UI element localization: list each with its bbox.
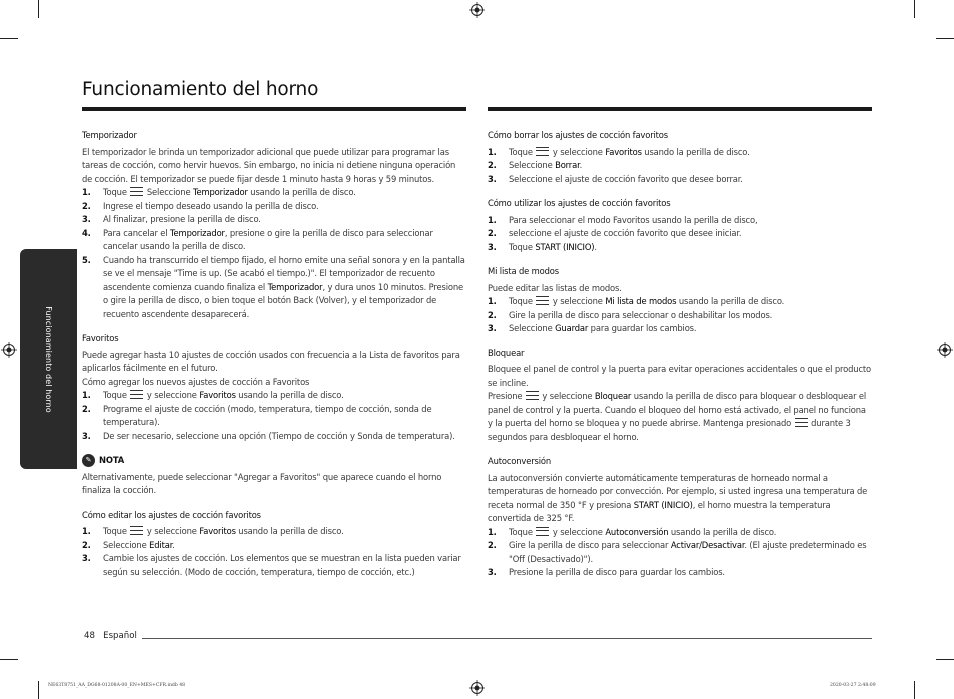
list-item xyxy=(82,552,466,579)
note-header xyxy=(82,454,466,468)
section-heading: Cómo editar los ajustes de cocción favoritos xyxy=(82,509,261,520)
section-body xyxy=(488,390,872,444)
step-keyword: Favoritos xyxy=(199,390,236,400)
note-icon: ✎ xyxy=(82,454,95,467)
step-text: Seleccione xyxy=(509,160,556,170)
section-intro: Puede editar las listas de modos. xyxy=(488,282,622,293)
steps-list xyxy=(488,214,872,255)
registration-mark-icon xyxy=(1,342,17,358)
section-heading: Mi lista de modos xyxy=(488,266,559,276)
step-text: y seleccione xyxy=(550,146,606,157)
steps-list xyxy=(488,295,872,336)
body-text: Presione xyxy=(488,391,525,401)
step-text: . xyxy=(172,539,175,550)
step-text: Toque xyxy=(103,187,130,197)
step-keyword: Mi lista de modos xyxy=(605,296,677,306)
step-keyword: Activar/Desactivar xyxy=(670,540,745,550)
body-text: y seleccione xyxy=(539,391,595,401)
step-number: 3. xyxy=(82,553,91,563)
step-number: 3. xyxy=(488,241,497,252)
step-text: . xyxy=(594,241,597,252)
section-heading: Temporizador xyxy=(82,130,137,140)
section-utilizar xyxy=(488,197,872,254)
section-intro xyxy=(488,472,872,526)
step-text: Toque xyxy=(509,296,536,306)
section-heading: Cómo utilizar los ajustes de cocción favoritos xyxy=(488,198,671,208)
section-subintro: Cómo agregar los nuevos ajustes de cocción a Favoritos xyxy=(82,376,310,387)
list-item xyxy=(488,227,872,241)
step-text: Toque xyxy=(509,146,536,157)
body-text: La autoconversión convierte automáticamente temperaturas de horneado normal a temperaturas de horneado por convección. Por ejemplo, si usted ingresa una temperatura de receta normal de 350 °F y presiona xyxy=(488,472,868,510)
list-item xyxy=(488,159,872,173)
section-autoconversion xyxy=(488,455,872,580)
side-tab-label: Funcionamiento del horno xyxy=(43,305,53,413)
crop-mark xyxy=(936,659,954,660)
step-keyword: START (INICIO) xyxy=(535,241,595,252)
step-keyword: Favoritos xyxy=(605,146,642,157)
step-number: 1. xyxy=(82,187,91,197)
section-heading: Autoconversión xyxy=(488,456,552,466)
page-number: 48 xyxy=(84,631,95,641)
left-column xyxy=(82,129,466,590)
crop-mark xyxy=(0,659,18,660)
list-item xyxy=(82,227,466,254)
list-item xyxy=(82,389,466,403)
registration-mark-icon xyxy=(469,680,485,696)
list-item xyxy=(488,295,872,309)
step-text: seleccione el ajuste de cocción favorito que desee iniciar. xyxy=(509,228,742,238)
step-keyword: Temporizador xyxy=(170,227,225,238)
step-keyword: Temporizador xyxy=(192,187,248,197)
step-text: Ingrese el tiempo deseado usando la perilla de disco. xyxy=(103,200,319,211)
print-info-right: 2020-03-27 2:48:09 xyxy=(830,683,876,688)
section-heading: Cómo borrar los ajustes de cocción favoritos xyxy=(488,130,668,140)
step-text: Seleccione el ajuste de cocción favorito que desee borrar. xyxy=(509,173,743,184)
crop-mark xyxy=(914,681,915,699)
step-text: para guardar los cambios. xyxy=(588,323,697,333)
menu-icon xyxy=(536,147,549,156)
list-item xyxy=(488,146,872,160)
section-intro: El temporizador le brinda un temporizador adicional que puede utilizar para programar las tareas de cocción, como hervir huevos. Sin embargo, no inicia ni detiene ninguna operación de cocción. El temporizador se puede fijar desde 1 minuto hasta 9 horas y 59 minutos. xyxy=(82,146,456,184)
list-item xyxy=(488,322,872,336)
step-number: 3. xyxy=(82,430,91,441)
step-text: usando la perilla de disco. xyxy=(676,296,785,306)
body-keyword: START (INICIO) xyxy=(633,499,693,510)
step-keyword: Favoritos xyxy=(199,526,236,536)
list-item xyxy=(82,200,466,214)
menu-icon xyxy=(130,390,143,399)
step-text: . (El ajuste predeterminado es "Off (Desactivado)"). xyxy=(509,540,867,564)
note-text: Alternativamente, puede seleccionar "Agregar a Favoritos" que aparece cuando el horno finaliza la cocción. xyxy=(82,471,442,495)
step-text: Seleccione xyxy=(146,187,193,197)
menu-icon xyxy=(130,187,143,196)
step-text: y seleccione xyxy=(144,526,200,536)
step-number: 2. xyxy=(488,228,497,238)
section-nota xyxy=(82,454,466,498)
step-text: Presione la perilla de disco para guardar los cambios. xyxy=(509,567,725,577)
step-text: , presione o gire la perilla de disco para seleccionar cancelar usando la perilla de disco. xyxy=(103,227,433,251)
list-item xyxy=(488,173,872,187)
footer-language: Español xyxy=(103,631,137,641)
section-intro: Puede agregar hasta 10 ajustes de cocción usados con frecuencia a la Lista de favoritos para aplicarlos fácilmente en el futuro. xyxy=(82,349,460,373)
step-keyword: Editar xyxy=(149,539,173,550)
registration-mark-icon xyxy=(469,2,485,18)
step-text: usando la perilla de disco. xyxy=(247,187,356,197)
step-text: y seleccione xyxy=(144,390,200,400)
section-intro: Bloquee el panel de control y la puerta para evitar operaciones accidentales o que el producto se incline. xyxy=(488,364,872,388)
step-text: Cuando ha transcurrido el tiempo fijado, el horno emite una señal sonora y en la pantalla se ve el mensaje "Time is up. (Se acabó el tiempo.)". El temporizador de recuento ascendente comienza cuando finaliza el xyxy=(103,254,465,292)
menu-icon xyxy=(526,391,539,400)
step-number: 1. xyxy=(82,390,91,400)
steps-list xyxy=(82,389,466,443)
step-text: y seleccione xyxy=(550,526,606,537)
list-item xyxy=(82,213,466,227)
step-text: Seleccione xyxy=(509,323,556,333)
crop-mark xyxy=(0,38,18,39)
steps-list xyxy=(488,526,872,580)
section-heading: Bloquear xyxy=(488,347,525,358)
section-heading: Favoritos xyxy=(82,333,119,343)
list-item xyxy=(488,241,872,255)
step-number: 1. xyxy=(82,526,91,536)
step-text: Para cancelar el xyxy=(103,227,171,238)
section-editar xyxy=(82,509,466,580)
step-number: 2. xyxy=(488,309,497,320)
page-title: Funcionamiento del horno xyxy=(82,79,319,100)
step-text: Al finalizar, presione la perilla de disco. xyxy=(103,214,261,224)
crop-mark xyxy=(38,681,39,699)
step-number: 1. xyxy=(488,526,497,537)
crop-mark xyxy=(38,0,39,18)
step-text: usando la perilla de disco. xyxy=(235,390,344,400)
step-text: Toque xyxy=(509,526,536,537)
menu-icon xyxy=(130,526,143,535)
step-number: 3. xyxy=(488,323,497,333)
menu-icon xyxy=(536,527,549,536)
crop-mark xyxy=(914,0,915,18)
step-text: . xyxy=(579,160,583,170)
menu-icon xyxy=(795,418,808,427)
step-keyword: Borrar xyxy=(555,160,580,170)
body-text: , el horno muestra la temperatura convertida de 325 °F. xyxy=(488,499,831,523)
step-text: y seleccione xyxy=(550,296,606,306)
menu-icon xyxy=(536,296,549,305)
step-number: 2. xyxy=(82,403,91,414)
list-item xyxy=(82,254,466,322)
step-number: 2. xyxy=(82,539,91,550)
step-text: Gire la perilla de disco para seleccionar o deshabilitar los modos. xyxy=(509,309,773,320)
step-number: 3. xyxy=(488,567,497,577)
steps-list xyxy=(82,186,466,321)
step-number: 1. xyxy=(488,214,497,225)
step-text: De ser necesario, seleccione una opción (Tiempo de cocción y Sonda de temperatura). xyxy=(103,430,455,441)
body-text: usando la perilla de disco para bloquear o desbloquear el panel de control y la puerta. Cuando el bloqueo del horno está activado, el panel no funciona y la puerta del horno se bloquea y no puede abrirse. Mantenga presionado xyxy=(488,391,867,428)
list-item xyxy=(82,430,466,444)
step-text: , y dura unos 10 minutos. Presione o gire la perilla de disco, o bien toque el botón Back (Volver), y el temporizador de recuento ascendente desaparecerá. xyxy=(103,281,464,319)
step-text: Seleccione xyxy=(103,539,150,550)
crop-mark xyxy=(936,38,954,39)
title-rule-right xyxy=(488,107,872,111)
step-text: Toque xyxy=(509,241,536,252)
list-item xyxy=(82,539,466,553)
note-label: NOTA xyxy=(99,455,125,465)
step-text: Cambie los ajustes de cocción. Los elementos que se muestran en la lista pueden variar según su selección. (Modo de cocción, temperatura, tiempo de cocción, etc.) xyxy=(103,553,461,577)
step-text: Para seleccionar el modo Favoritos usando la perilla de disco, xyxy=(509,214,758,225)
step-keyword: Guardar xyxy=(555,323,589,333)
section-modos xyxy=(488,265,872,336)
step-text: usando la perilla de disco. xyxy=(235,526,344,536)
list-item xyxy=(488,566,872,580)
step-number: 3. xyxy=(82,214,91,224)
step-text: Gire la perilla de disco para seleccionar xyxy=(509,540,671,550)
step-number: 1. xyxy=(488,296,497,306)
step-keyword: Autoconversión xyxy=(605,526,669,537)
registration-mark-icon xyxy=(937,342,953,358)
footer-page-info xyxy=(84,631,137,641)
step-number: 4. xyxy=(82,227,91,238)
step-text: usando la perilla de disco. xyxy=(641,146,750,157)
section-favoritos xyxy=(82,332,466,443)
list-item xyxy=(82,186,466,200)
steps-list xyxy=(82,525,466,579)
footer-rule xyxy=(142,638,872,639)
step-number: 2. xyxy=(488,160,497,170)
section-bloquear xyxy=(488,347,872,445)
list-item xyxy=(82,403,466,430)
step-number: 1. xyxy=(488,146,497,157)
step-text: Toque xyxy=(103,526,130,536)
right-column xyxy=(488,129,872,591)
step-number: 5. xyxy=(82,254,91,265)
step-keyword: Temporizador xyxy=(267,281,323,292)
step-number: 2. xyxy=(82,200,91,211)
body-text: durante 3 segundos para desbloquear el horno. xyxy=(488,418,851,442)
step-number: 2. xyxy=(488,540,497,550)
list-item xyxy=(488,539,872,566)
list-item xyxy=(82,525,466,539)
step-text: usando la perilla de disco. xyxy=(668,526,777,537)
section-borrar xyxy=(488,129,872,186)
side-tab-label-wrap xyxy=(28,255,68,463)
title-rule-left xyxy=(82,107,466,111)
section-temporizador xyxy=(82,129,466,321)
body-keyword: Bloquear xyxy=(594,391,632,401)
list-item xyxy=(488,526,872,540)
list-item xyxy=(488,214,872,228)
step-text: Programe el ajuste de cocción (modo, temperatura, tiempo de cocción, sonda de temperatura). xyxy=(103,403,432,427)
print-info-left: NE63T8751_AA_DG68-01208A-00_EN+MES+CFR.indb 48 xyxy=(48,683,186,688)
step-number: 3. xyxy=(488,173,497,184)
step-text: Toque xyxy=(103,390,130,400)
list-item xyxy=(488,309,872,323)
steps-list xyxy=(488,146,872,187)
